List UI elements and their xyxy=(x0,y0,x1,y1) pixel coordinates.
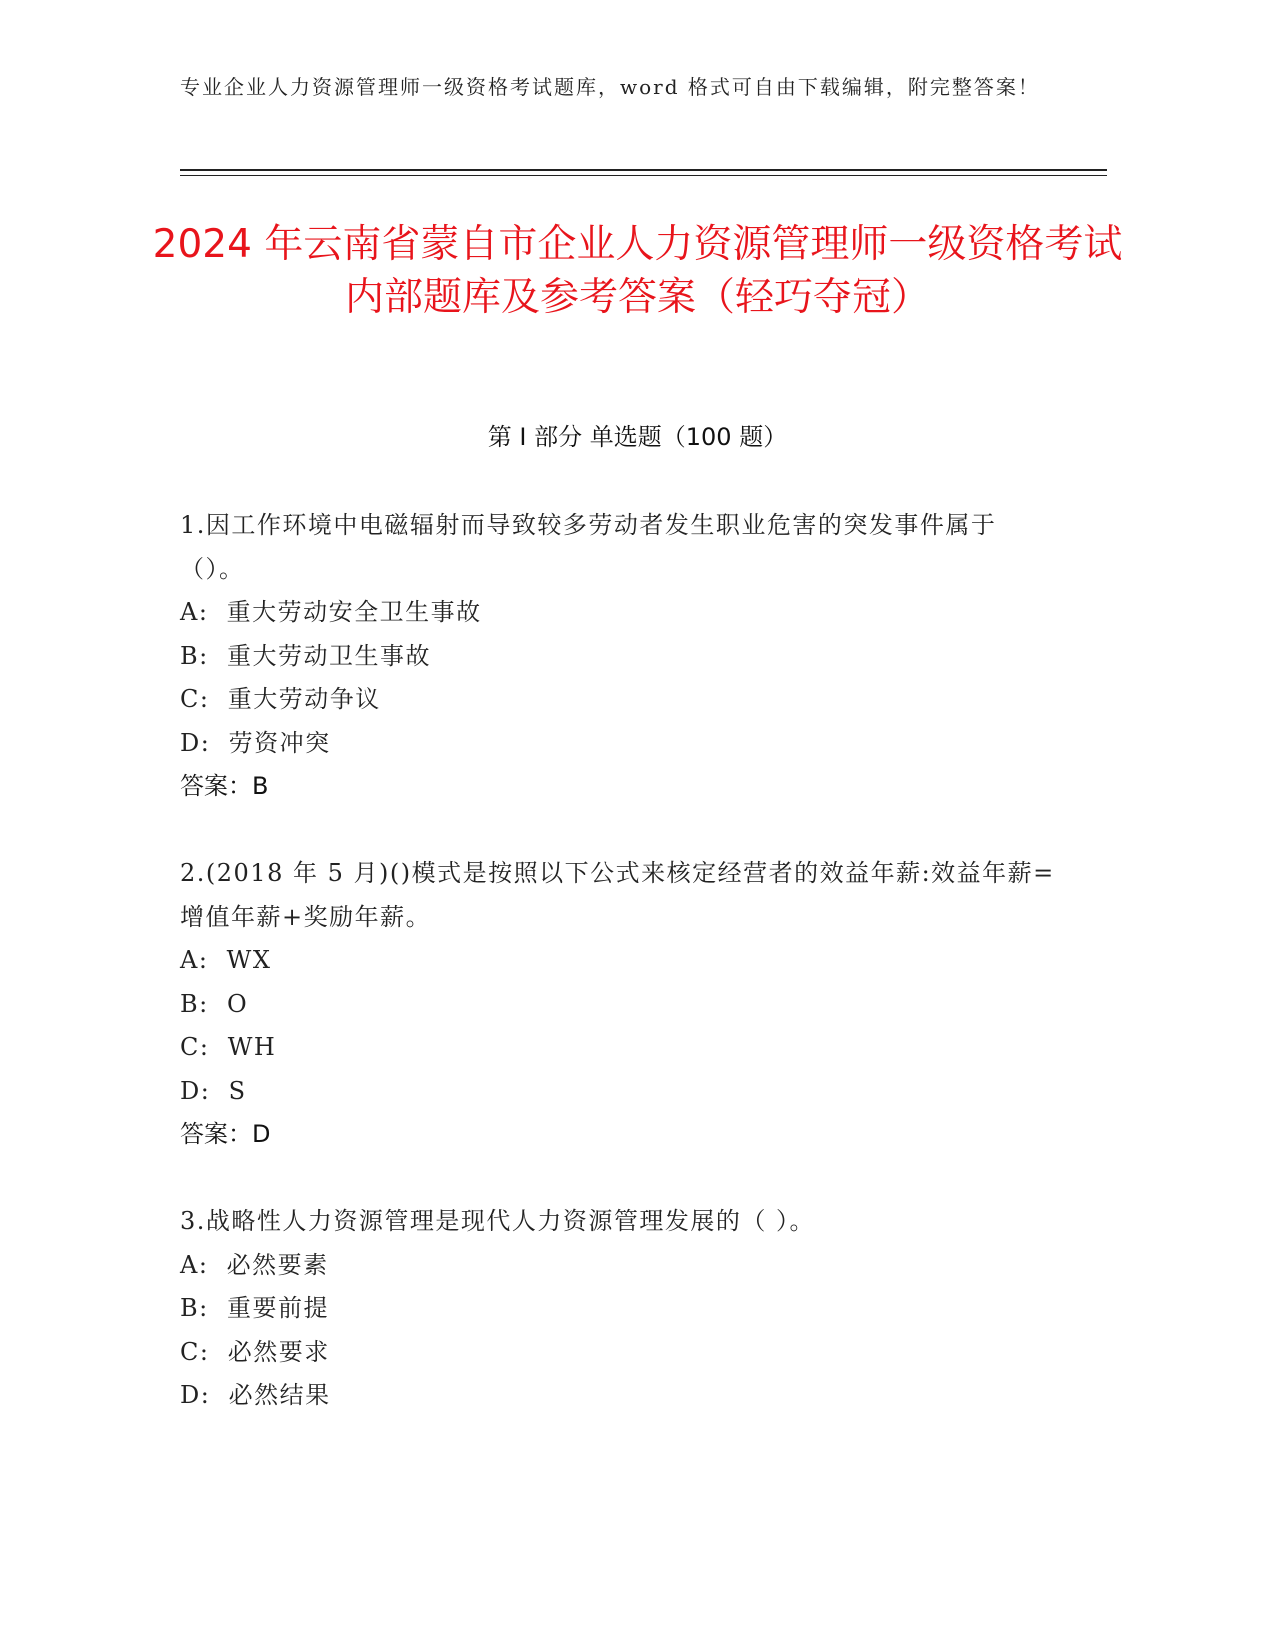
section-title: 第 I 部分 单选题（100 题） xyxy=(487,423,788,451)
option-d: D: S xyxy=(180,1076,247,1105)
question-3 xyxy=(180,1200,1060,1418)
answer-label: 答案：D xyxy=(180,1120,271,1148)
option-b: B: O xyxy=(180,989,249,1018)
option-a: A: 必然要素 xyxy=(180,1250,329,1279)
question-stem: 1.因工作环境中电磁辐射而导致较多劳动者发生职业危害的突发事件属于（）。 xyxy=(180,511,997,583)
answer-label: 答案：B xyxy=(180,772,269,800)
question-1 xyxy=(180,504,1060,809)
option-a: A: 重大劳动安全卫生事故 xyxy=(180,598,482,626)
question-stem: 3.战略性人力资源管理是现代人力资源管理发展的（ ）。 xyxy=(180,1207,816,1235)
option-c: C: 重大劳动争议 xyxy=(180,685,381,713)
header-divider-thin xyxy=(180,175,1107,176)
question-list xyxy=(180,504,1060,1461)
option-d: D: 必然结果 xyxy=(180,1381,331,1409)
option-b: B: 重大劳动卫生事故 xyxy=(180,641,431,670)
question-2 xyxy=(180,852,1060,1157)
option-b: B: 重要前提 xyxy=(180,1294,329,1322)
option-c: C: WH xyxy=(180,1033,277,1061)
option-d: D: 劳资冲突 xyxy=(180,728,331,757)
option-c: C: 必然要求 xyxy=(180,1337,330,1366)
header-note: 专业企业人力资源管理师一级资格考试题库，word 格式可自由下载编辑，附完整答案！ xyxy=(180,75,1040,99)
document-title: 2024 年云南省蒙自市企业人力资源管理师一级资格考试内部题库及参考答案（轻巧夺冠） xyxy=(152,222,1123,320)
header-divider-thick xyxy=(180,169,1107,171)
option-a: A: WX xyxy=(180,946,272,974)
question-stem: 2.(2018 年 5 月)()模式是按照以下公式来核定经营者的效益年薪:效益年薪=增值年薪+奖励年薪。 xyxy=(180,859,1055,931)
